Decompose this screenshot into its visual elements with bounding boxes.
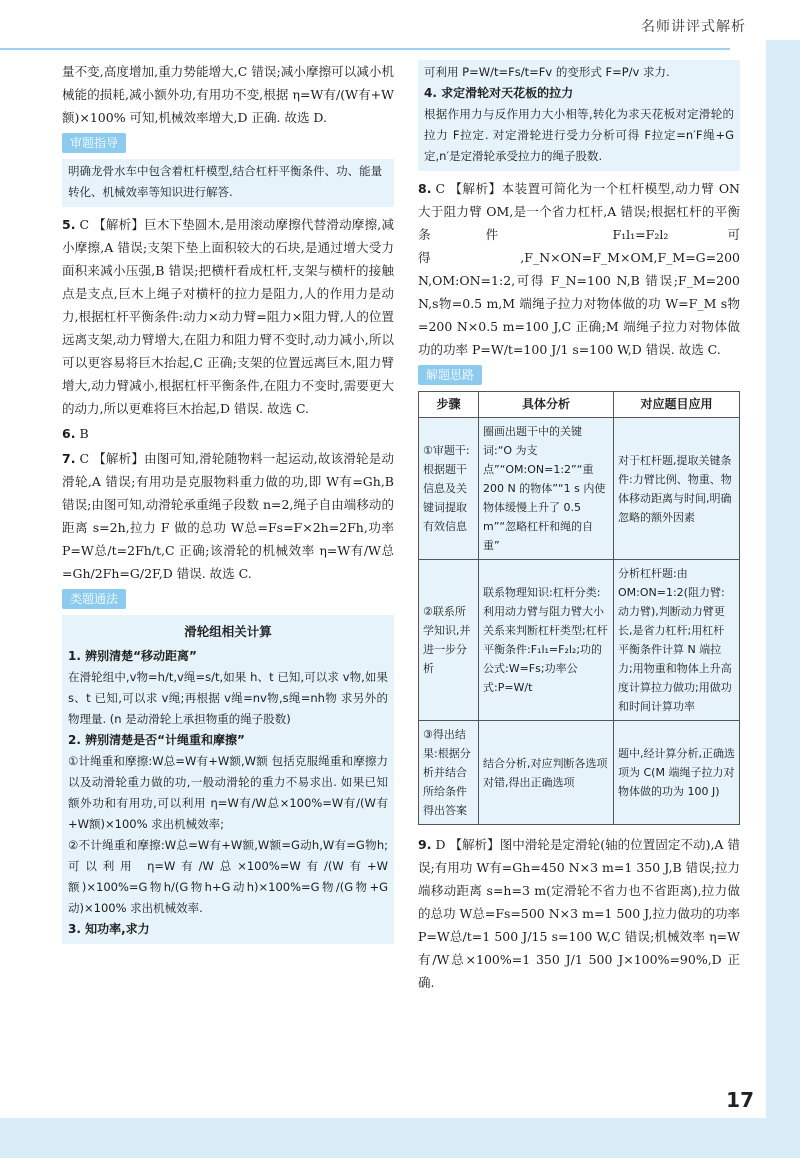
table-cell: 题中,经计算分析,正确选项为 C(M 端绳子拉力对物体做的功为 100 J) (614, 721, 740, 825)
method-label: 类题通法 (62, 589, 126, 609)
question-6 (62, 422, 394, 445)
q7-text: C 【解析】由图可知,滑轮随物料一起运动,故该滑轮是动滑轮,A 错误;有用功是克服物料重力做的功,即 W有=Gh,B 错误;由图可知,动滑轮承重绳子段数 n=2,绳子自由端移动的距离 s=2h,拉力 F 做的总功 W总=Fs=F×2h=2Fh,功率 P=W总/t=2Fh/t,C 正确;该滑轮的机械效率 η=W有/W总=Gh/2Fh=G/2F,D 错误. 故选 C. (62, 451, 394, 581)
method-title: 滑轮组相关计算 (184, 624, 272, 639)
table-cell: ②联系所学知识,并进一步分析 (419, 560, 479, 721)
bottom-edge-strip (0, 1118, 800, 1158)
hint-text: 明确龙骨水车中包含着杠杆模型,结合杠杆平衡条件、功、能量转化、机械效率等知识进行解答. (68, 164, 383, 199)
table-cell: 联系物理知识:杠杆分类:利用动力臂与阻力臂大小关系来判断杠杆类型;杠杆平衡条件:F₁l₁=F₂l₂;功的公式:W=Fs;功率公式:P=W/t (479, 560, 614, 721)
table-cell: ①审题干:根据题干信息及关键词提取有效信息 (419, 418, 479, 560)
right-column (418, 60, 740, 994)
table-cell: 分析杠杆题:由 OM:ON=1:2(阻力臂:动力臂),判断动力臂更长,是省力杠杆;用杠杆平衡条件计算 N 端拉力;用物重和物体上升高度计算拉力做功;用做功和时间计算功率 (614, 560, 740, 721)
header-title: 名师讲评式解析 (641, 19, 746, 35)
header-rule (0, 48, 730, 50)
analysis-table-wrap (418, 391, 740, 825)
right-edge-strip (766, 40, 800, 1120)
q6-number: 6. (62, 426, 76, 441)
page-number: 17 (726, 1088, 754, 1112)
q6-text: B (79, 426, 89, 441)
q5-number: 5. (62, 217, 76, 232)
question-9 (418, 833, 740, 994)
method-1-title: 1. 辨别清楚“移动距离” (68, 649, 197, 663)
method-2-text-b: ②不计绳重和摩擦:W总=W有+W额,W额=G动h,W有=G物h;可以利用 η=W有/W总×100%=W有/(W有+W额)×100%=G物h/(G物h+G动h)×100%=G物/(G物+G动)×100% 求出机械效率. (68, 838, 388, 915)
method-4-text: 根据作用力与反作用力大小相等,转化为求天花板对定滑轮的拉力 F拉定. 对定滑轮进行受力分析可得 F拉定=n′F绳+G定,n′是定滑轮承受拉力的绳子股数. (424, 107, 734, 163)
table-cell: ③得出结果:根据分析并结合所给条件得出答案 (419, 721, 479, 825)
hint-label: 审题指导 (62, 133, 126, 153)
table-header-analysis: 具体分析 (479, 392, 614, 418)
method-3-title: 3. 知功率,求力 (68, 922, 150, 936)
think-label: 解题思路 (418, 365, 482, 385)
hint-box (62, 159, 394, 207)
method-2-text-a: ①计绳重和摩擦:W总=W有+W额,W额 包括克服绳重和摩擦力以及动滑轮重力做的功,一般动滑轮的重力不易求出. 如果已知额外功和有用功,可以利用 η=W有/W总×100%=W有/(W有+W额)×100% 求出机械效率; (68, 754, 388, 831)
question-8 (418, 177, 740, 361)
q4-continued-text: 量不变,高度增加,重力势能增大,C 错误;减小摩擦可以减小机械能的损耗,减小额外功,有用功不变,根据 η=W有/(W有+W额)×100% 可知,机械效率增大,D 正确. 故选 D. (62, 64, 394, 125)
table-cell: 结合分析,对应判断各选项对错,得出正确选项 (479, 721, 614, 825)
table-row (419, 721, 740, 825)
question-7 (62, 447, 394, 585)
table-cell: 对于杠杆题,提取关键条件:力臂比例、物重、物体移动距离与时间,明确忽略的额外因素 (614, 418, 740, 560)
method-box-continued (418, 60, 740, 171)
table-header-application: 对应题目应用 (614, 392, 740, 418)
table-header-step: 步骤 (419, 392, 479, 418)
q9-number: 9. (418, 837, 432, 852)
table-row (419, 560, 740, 721)
method-4-title: 4. 求定滑轮对天花板的拉力 (424, 86, 574, 100)
q7-number: 7. (62, 451, 76, 466)
analysis-table (418, 391, 740, 825)
q9-text: D 【解析】图中滑轮是定滑轮(轴的位置固定不动),A 错误;有用功 W有=Gh=450 N×3 m=1 350 J,B 错误;拉力端移动距离 s=h=3 m(定滑轮不省力也不省距离),拉力做的总功 W总=Fs=500 N×3 m=1 500 J,拉力做功的功率 P=W总/t=1 500 J/15 s=100 W,C 错误;机械效率 η=W有/W总×100%=1 350 J/1 500 J×100%=90%,D 正确. (418, 837, 740, 990)
q5-text: C 【解析】巨木下垫圆木,是用滚动摩擦代替滑动摩擦,减小摩擦,A 错误;支架下垫上面积较大的石块,是通过增大受力面积来减小压强,B 错误;把横杆看成杠杆,支架与横杆的接触点是支点,巨木上绳子对横杆的拉力是阻力,人的作用力是动力,根据杠杆平衡条件:动力×动力臂=阻力×阻力臂,人的位置远离支架,动力臂增大,在阻力和阻力臂不变时,动力减小,所以可以更容易将巨木抬起,C 正确;支架的位置远离巨木,阻力臂增大,动力臂减小,根据杠杆平衡条件,在阻力不变时,需要更大的动力,所以更难将巨木抬起,D 错误. 故选 C. (62, 217, 394, 416)
table-cell: 圈画出题干中的关键词:“O 为支点”“OM:ON=1:2”“重 200 N 的物体”“1 s 内使物体缓慢上升了 0.5 m”“忽略杠杆和绳的自重” (479, 418, 614, 560)
q8-text: C 【解析】本装置可简化为一个杠杆模型,动力臂 ON 大于阻力臂 OM,是一个省力杠杆,A 错误;根据杠杆的平衡条件 F₁l₁=F₂l₂ 可得,F_N×ON=F_M×OM,F_M=G=200 N,OM:ON=1:2,可得 F_N=100 N,B 错误;F_M=200 N,s物=0.5 m,M 端绳子拉力对物体做的功 W=F_M s物=200 N×0.5 m=100 J,C 正确;M 端绳子拉力对物体做功的功率 P=W/t=100 J/1 s=100 W,D 错误. 故选 C. (418, 181, 740, 357)
table-header-row (419, 392, 740, 418)
method-box (62, 615, 394, 944)
q8-number: 8. (418, 181, 432, 196)
question-5 (62, 213, 394, 420)
table-row (419, 418, 740, 560)
method-1-text: 在滑轮组中,v物=h/t,v绳=s/t,如果 h、t 已知,可以求 v物,如果 s、t 已知,可以求 v绳;再根据 v绳=nv物,s绳=nh物 求另外的物理量. (n 是动滑轮上承担物重的绳子股数) (68, 670, 388, 726)
method-3-text: 可利用 P=W/t=Fs/t=Fv 的变形式 F=P/v 求力. (424, 65, 670, 79)
left-column (62, 60, 394, 950)
method-2-title: 2. 辨别清楚是否“计绳重和摩擦” (68, 733, 245, 747)
